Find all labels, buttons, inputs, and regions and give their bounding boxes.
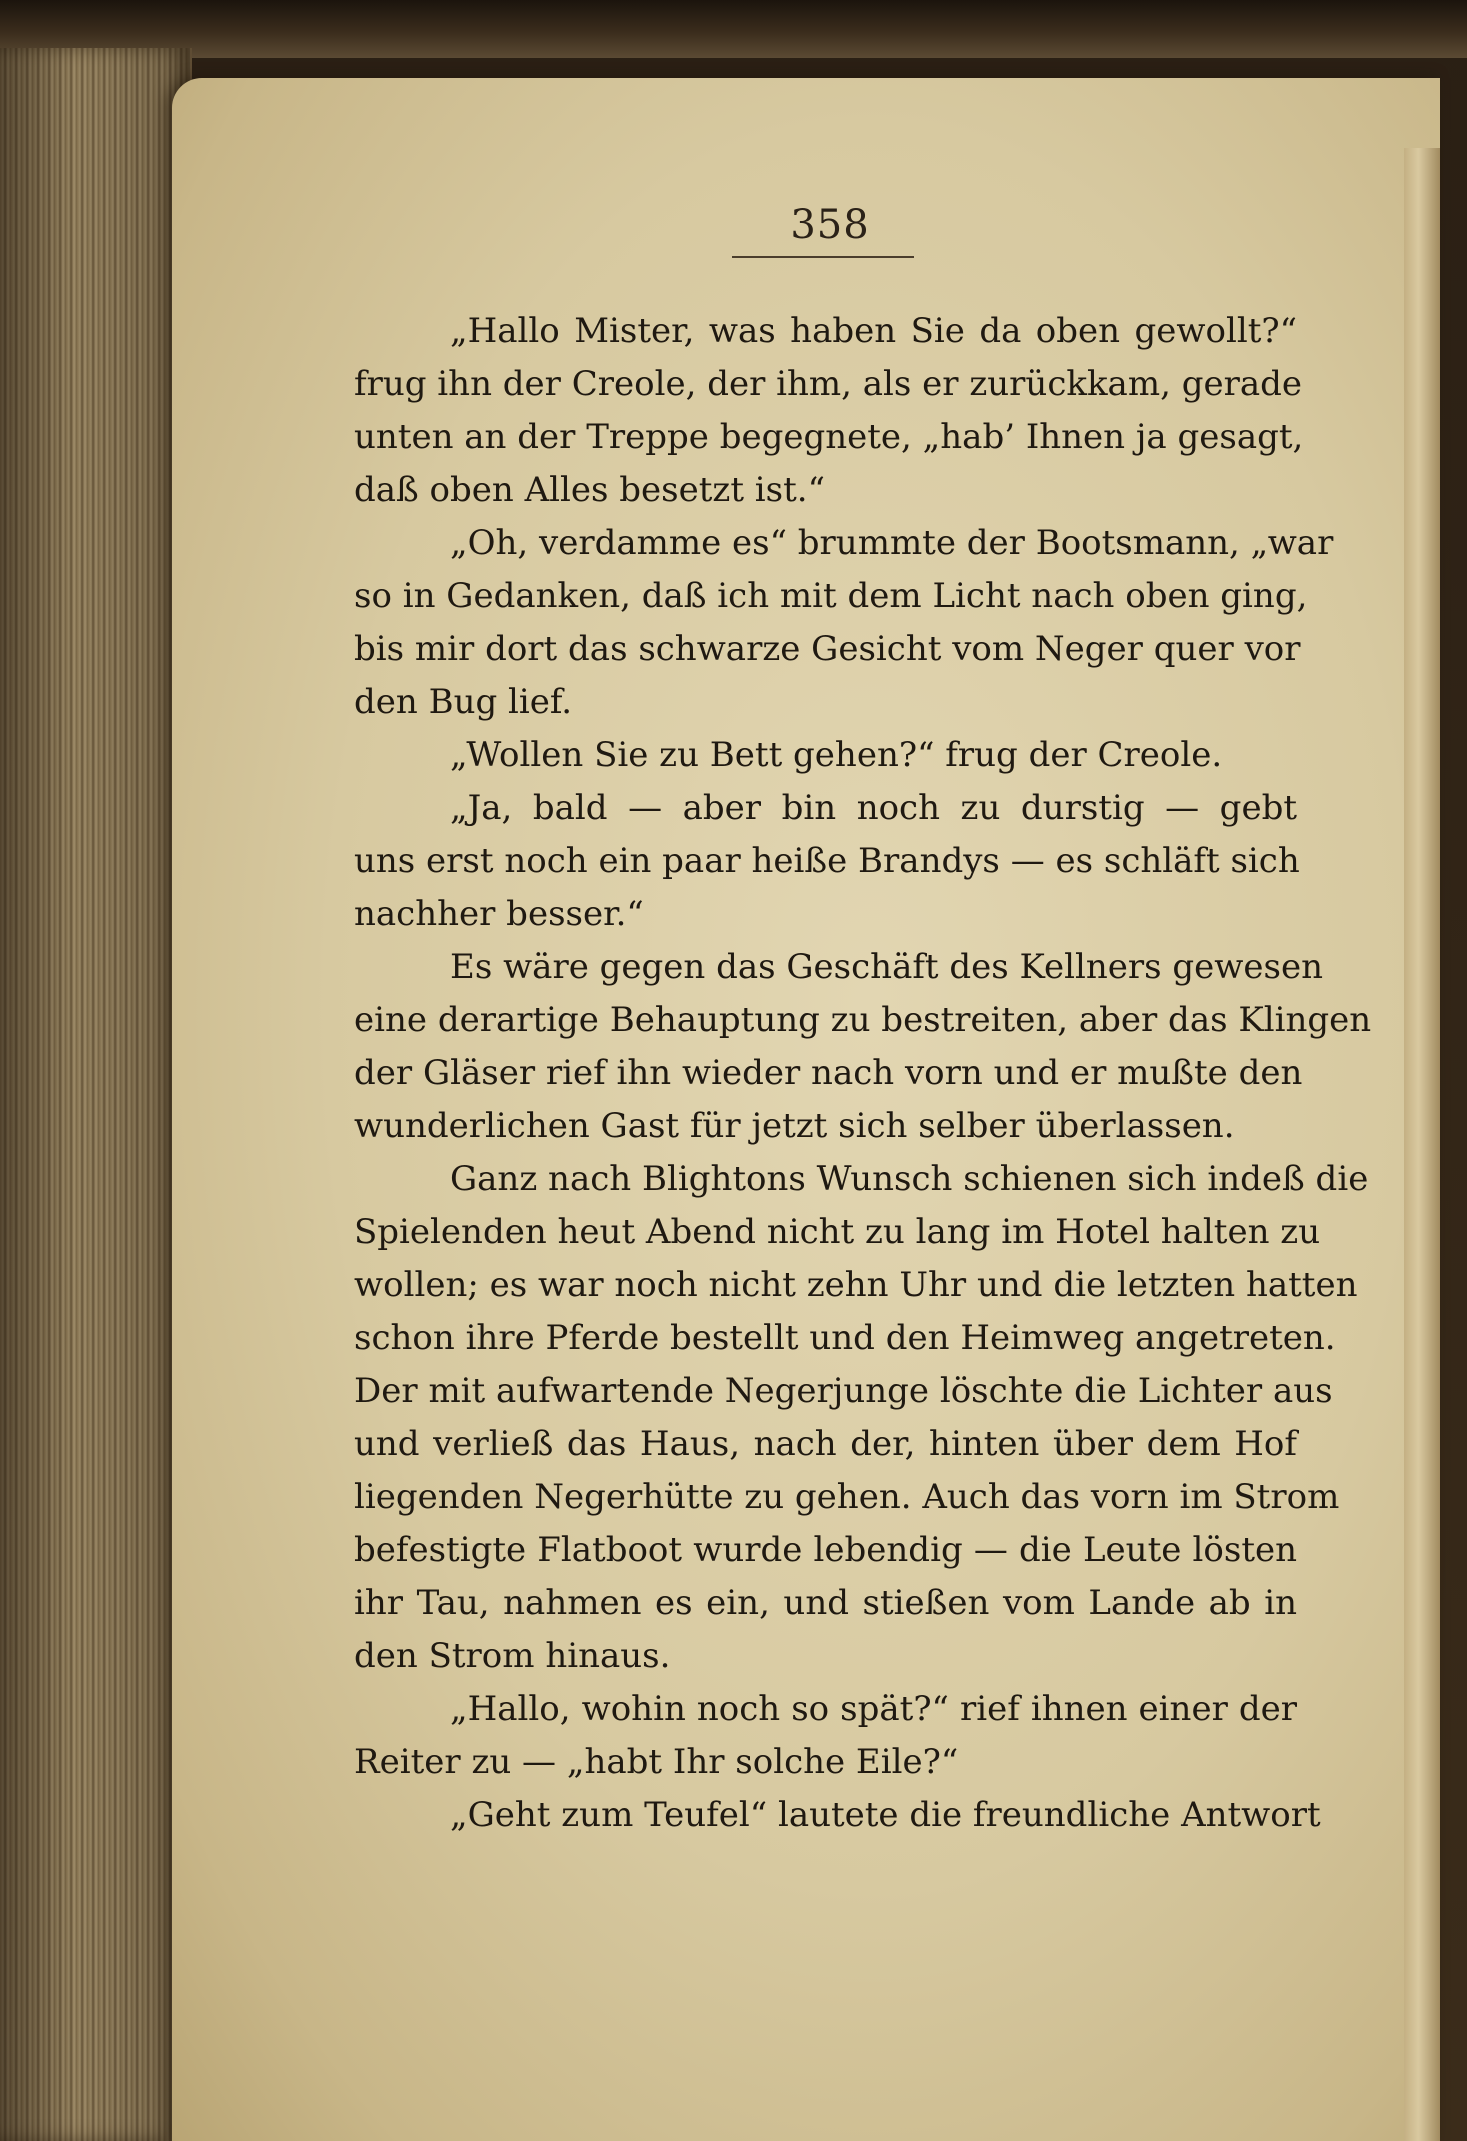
text-line: bis mir dort das schwarze Gesicht vom Neger quer vor xyxy=(354,629,1301,669)
text-line: schon ihre Pferde bestellt und den Heimweg angetreten. xyxy=(354,1318,1336,1358)
text-line: „Wollen Sie zu Bett gehen?“ frug der Creole. xyxy=(450,735,1223,775)
text-line: „Ja, bald — aber bin noch zu durstig — gebt xyxy=(450,788,1297,828)
text-line: „Hallo Mister, was haben Sie da oben gewollt?“ xyxy=(450,311,1297,351)
text-line: wunderlichen Gast für jetzt sich selber überlassen. xyxy=(354,1106,1235,1146)
text-line: befestigte Flatboot wurde lebendig — die Leute lösten xyxy=(354,1530,1297,1570)
page-stack-shadow xyxy=(0,48,190,2141)
header-rule xyxy=(732,256,914,258)
body-text xyxy=(354,305,1372,1885)
text-line: ihr Tau, nahmen es ein, und stießen vom Lande ab in xyxy=(354,1583,1297,1623)
text-line: Der mit aufwartende Negerjunge löschte die Lichter aus xyxy=(354,1371,1333,1411)
text-line: Spielenden heut Abend nicht zu lang im Hotel halten zu xyxy=(354,1212,1321,1252)
text-line: „Hallo, wohin noch so spät?“ rief ihnen einer der xyxy=(450,1689,1297,1729)
text-line: daß oben Alles besetzt ist.“ xyxy=(354,470,825,510)
text-line: Ganz nach Blightons Wunsch schienen sich indeß die xyxy=(450,1159,1369,1199)
text-line: so in Gedanken, daß ich mit dem Licht nach oben ging, xyxy=(354,576,1308,616)
page-number: 358 xyxy=(790,202,870,248)
text-line: „Geht zum Teufel“ lautete die freundliche Antwort xyxy=(450,1795,1321,1835)
text-line: unten an der Treppe begegnete, „hab’ Ihnen ja gesagt, xyxy=(354,417,1304,457)
text-line: „Oh, verdamme es“ brummte der Bootsmann, „war xyxy=(450,523,1334,563)
book-binding-edge xyxy=(0,0,1467,58)
text-line: und verließ das Haus, nach der, hinten über dem Hof xyxy=(354,1424,1297,1464)
text-line: der Gläser rief ihn wieder nach vorn und er mußte den xyxy=(354,1053,1303,1093)
text-line: wollen; es war noch nicht zehn Uhr und die letzten hatten xyxy=(354,1265,1358,1305)
text-line: den Strom hinaus. xyxy=(354,1636,671,1676)
text-line: frug ihn der Creole, der ihm, als er zurückkam, gerade xyxy=(354,364,1302,404)
text-line: uns erst noch ein paar heiße Brandys — es schläft sich xyxy=(354,841,1300,881)
text-line: den Bug lief. xyxy=(354,682,573,722)
text-line: Es wäre gegen das Geschäft des Kellners gewesen xyxy=(450,947,1323,987)
text-line: eine derartige Behauptung zu bestreiten, aber das Klingen xyxy=(354,1000,1372,1040)
text-line: nachher besser.“ xyxy=(354,894,644,934)
page-right-edge xyxy=(1404,148,1440,2141)
text-line: Reiter zu — „habt Ihr solche Eile?“ xyxy=(354,1742,959,1782)
text-line: liegenden Negerhütte zu gehen. Auch das vorn im Strom xyxy=(354,1477,1340,1517)
